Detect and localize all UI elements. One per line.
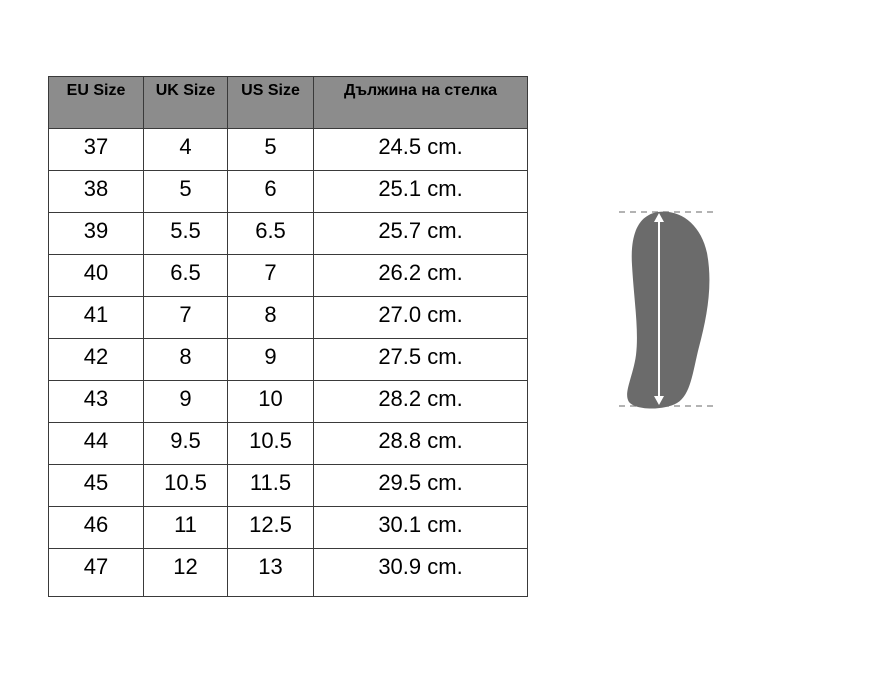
header-eu-size bbox=[49, 77, 144, 129]
insole-length-cell: 25.1 cm. bbox=[314, 171, 528, 213]
us-size-cell: 6 bbox=[228, 171, 314, 213]
uk-size-cell: 4 bbox=[144, 129, 228, 171]
insole-length-cell: 26.2 cm. bbox=[314, 255, 528, 297]
table-row bbox=[49, 507, 528, 549]
table-row bbox=[49, 381, 528, 423]
us-size-cell: 13 bbox=[228, 549, 314, 597]
header-insole-length bbox=[314, 77, 528, 129]
table-row bbox=[49, 339, 528, 381]
us-size-cell: 11.5 bbox=[228, 465, 314, 507]
eu-size-cell: 40 bbox=[49, 255, 144, 297]
insole-length-cell: 28.8 cm. bbox=[314, 423, 528, 465]
table-header-row bbox=[49, 77, 528, 129]
table-row bbox=[49, 129, 528, 171]
insole-length-cell: 28.2 cm. bbox=[314, 381, 528, 423]
insole-length-cell: 29.5 cm. bbox=[314, 465, 528, 507]
eu-size-cell: 42 bbox=[49, 339, 144, 381]
uk-size-cell: 5 bbox=[144, 171, 228, 213]
us-size-cell: 12.5 bbox=[228, 507, 314, 549]
us-size-cell: 8 bbox=[228, 297, 314, 339]
uk-size-cell: 9 bbox=[144, 381, 228, 423]
eu-size-cell: 37 bbox=[49, 129, 144, 171]
insole-length-cell: 24.5 cm. bbox=[314, 129, 528, 171]
header-us-size-label: US Size bbox=[241, 82, 300, 99]
header-uk-size bbox=[144, 77, 228, 129]
header-uk-size-label: UK Size bbox=[155, 82, 216, 99]
uk-size-cell: 10.5 bbox=[144, 465, 228, 507]
eu-size-cell: 43 bbox=[49, 381, 144, 423]
eu-size-cell: 44 bbox=[49, 423, 144, 465]
insole-length-cell: 27.0 cm. bbox=[314, 297, 528, 339]
insole-length-cell: 30.9 cm. bbox=[314, 549, 528, 597]
header-insole-length-label: Дължина на стелка bbox=[343, 82, 498, 99]
eu-size-cell: 41 bbox=[49, 297, 144, 339]
eu-size-cell: 38 bbox=[49, 171, 144, 213]
header-eu-size-label: EU Size bbox=[66, 82, 126, 99]
uk-size-cell: 9.5 bbox=[144, 423, 228, 465]
uk-size-cell: 8 bbox=[144, 339, 228, 381]
insole-length-cell: 27.5 cm. bbox=[314, 339, 528, 381]
table-row bbox=[49, 549, 528, 597]
table-row bbox=[49, 423, 528, 465]
us-size-cell: 6.5 bbox=[228, 213, 314, 255]
insole-shape bbox=[627, 212, 709, 409]
uk-size-cell: 12 bbox=[144, 549, 228, 597]
insole-length-icon bbox=[615, 205, 720, 415]
table-row bbox=[49, 213, 528, 255]
size-chart-table bbox=[48, 76, 528, 597]
table-row bbox=[49, 465, 528, 507]
eu-size-cell: 47 bbox=[49, 549, 144, 597]
eu-size-cell: 39 bbox=[49, 213, 144, 255]
uk-size-cell: 6.5 bbox=[144, 255, 228, 297]
eu-size-cell: 46 bbox=[49, 507, 144, 549]
us-size-cell: 7 bbox=[228, 255, 314, 297]
insole-length-cell: 25.7 cm. bbox=[314, 213, 528, 255]
us-size-cell: 5 bbox=[228, 129, 314, 171]
uk-size-cell: 5.5 bbox=[144, 213, 228, 255]
table-row bbox=[49, 297, 528, 339]
uk-size-cell: 7 bbox=[144, 297, 228, 339]
table-row bbox=[49, 255, 528, 297]
us-size-cell: 9 bbox=[228, 339, 314, 381]
insole-length-cell: 30.1 cm. bbox=[314, 507, 528, 549]
eu-size-cell: 45 bbox=[49, 465, 144, 507]
header-us-size bbox=[228, 77, 314, 129]
uk-size-cell: 11 bbox=[144, 507, 228, 549]
us-size-cell: 10.5 bbox=[228, 423, 314, 465]
table-row bbox=[49, 171, 528, 213]
us-size-cell: 10 bbox=[228, 381, 314, 423]
